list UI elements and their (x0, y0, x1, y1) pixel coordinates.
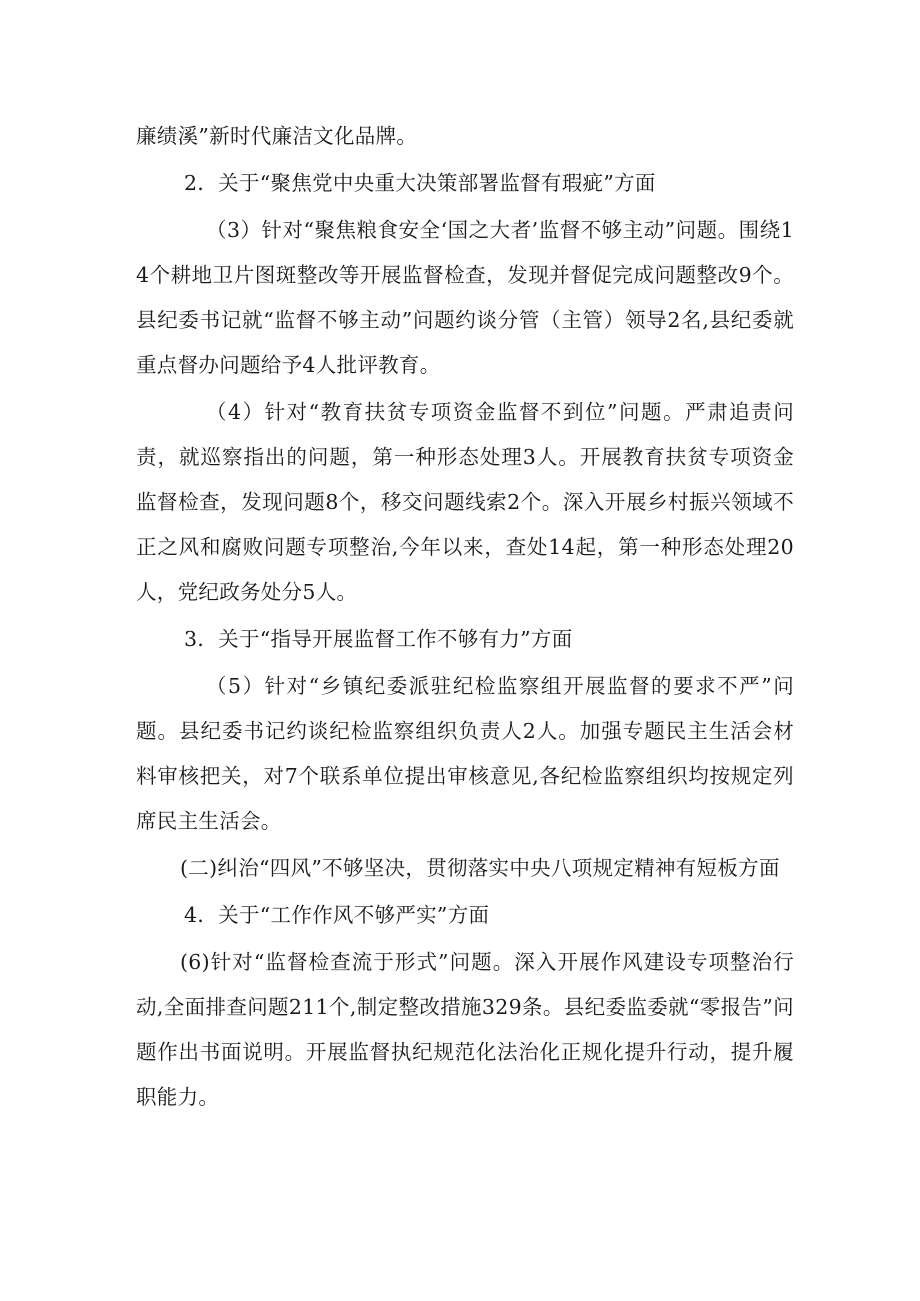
item-paragraph-5: （5）针对“乡镇纪委派驻纪检监察组开展监督的要求不严”问题。县纪委书记约谈纪检监察组织负责人2人。加强专题民主生活会材料审核把关，对7个联系单位提出审核意见,各纪检监察组织均按规定列席民主生活会。 (136, 674, 794, 833)
section-heading-part-2: (二)纠治“四风”不够坚决，贯彻落实中央八项规定精神有短板方面 (180, 856, 780, 880)
paragraph-brand-closing: 廉绩溪”新时代廉洁文化品牌。 (136, 124, 418, 148)
section-heading-2: 2．关于“聚焦党中央重大决策部署监督有瑕疵”方面 (184, 171, 656, 195)
section-heading-4: 4．关于“工作作风不够严实”方面 (184, 903, 490, 927)
item-paragraph-4: （4）针对“教育扶贫专项资金监督不到位”问题。严肃追责问责，就巡察指出的问题，第一种形态处理3人。开展教育扶贫专项资金监督检查，发现问题8个，移交问题线索2个。深入开展乡村振兴领域不正之风和腐败问题专项整治,今年以来，查处14起，第一种形态处理20人，党纪政务处分5人。 (136, 400, 794, 604)
section-heading-3: 3．关于“指导开展监督工作不够有力”方面 (184, 627, 573, 651)
document-body (136, 114, 794, 1122)
item-paragraph-6: (6)针对“监督检查流于形式”问题。深入开展作风建设专项整治行动,全面排查问题211个,制定整改措施329条。县纪委监委就“零报告”问题作出书面说明。开展监督执纪规范化法治化正规化提升行动，提升履职能力。 (136, 950, 794, 1109)
item-paragraph-3: （3）针对“聚焦粮食安全‘国之大者’监督不够主动”问题。围绕14个耕地卫片图斑整改等开展监督检查，发现并督促完成问题整改9个。县纪委书记就“监督不够主动”问题约谈分管（主管）领导2名,县纪委就重点督办问题给予4人批评教育。 (136, 218, 794, 377)
